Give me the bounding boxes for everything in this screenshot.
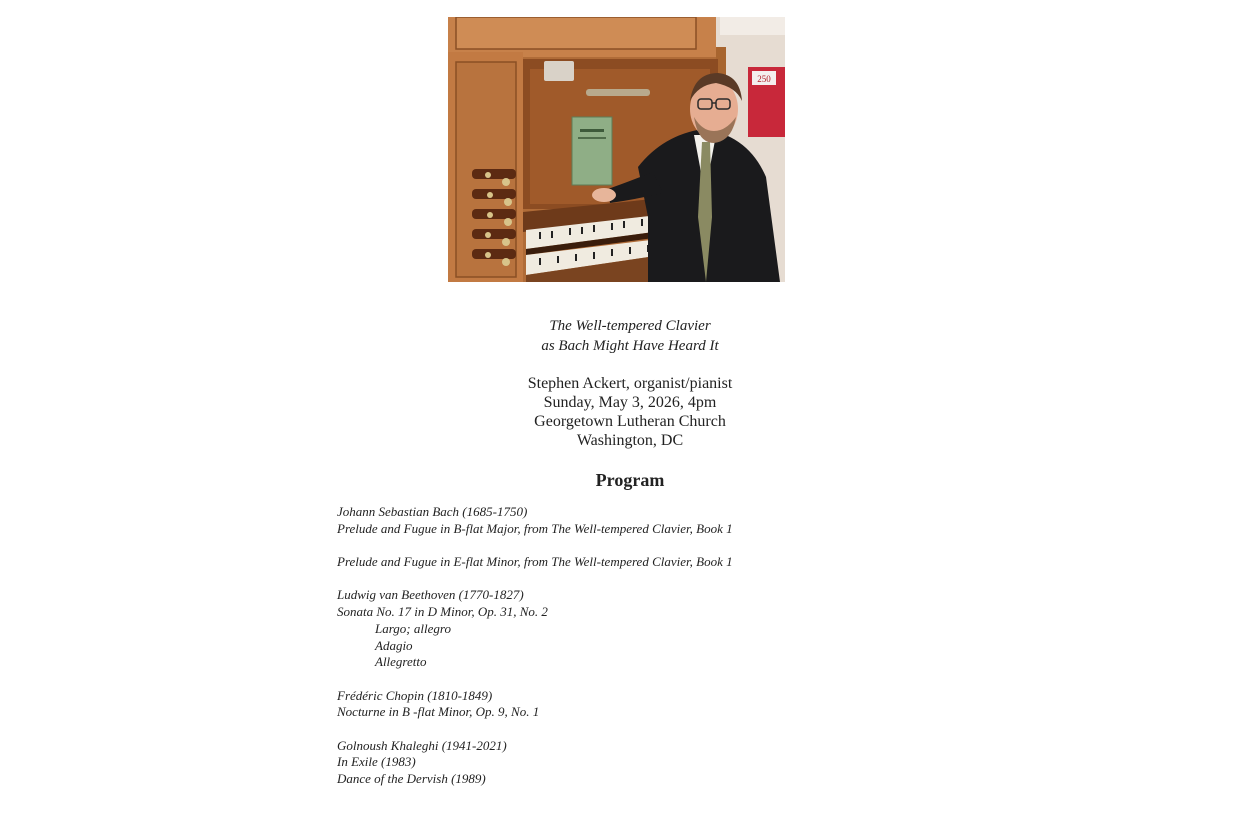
composer-beethoven: Ludwig van Beethoven (1770-1827) xyxy=(337,587,524,603)
movement-1: Largo; allegro xyxy=(375,620,451,636)
program-list xyxy=(337,504,937,804)
work-beethoven: Sonata No. 17 in D Minor, Op. 31, No. 2 xyxy=(337,604,548,620)
program-group-khaleghi xyxy=(337,738,937,788)
program-group-beethoven xyxy=(337,587,937,670)
concert-info xyxy=(430,374,830,450)
city: Washington, DC xyxy=(576,432,684,449)
work-khaleghi-1: In Exile (1983) xyxy=(337,754,416,770)
program-group-bach xyxy=(337,504,937,537)
program-group-chopin xyxy=(337,688,937,721)
organist-photo xyxy=(448,17,785,282)
concert-date: Sunday, May 3, 2026, 4pm xyxy=(543,394,717,411)
composer-bach: Johann Sebastian Bach (1685-1750) xyxy=(337,504,528,519)
sign-text: 250 xyxy=(757,74,771,84)
venue: Georgetown Lutheran Church xyxy=(534,413,726,430)
work-khaleghi-2: Dance of the Dervish (1989) xyxy=(337,771,486,786)
composer-khaleghi: Golnoush Khaleghi (1941-2021) xyxy=(337,737,507,753)
concert-title xyxy=(430,316,830,356)
program-heading: Program xyxy=(595,470,665,490)
movement-2: Adagio xyxy=(375,637,413,653)
movement-3: Allegretto xyxy=(375,654,427,670)
program-group-bach-2 xyxy=(337,554,937,571)
title-line-2: as Bach Might Have Heard It xyxy=(541,338,719,354)
composer-chopin: Frédéric Chopin (1810-1849) xyxy=(337,687,493,703)
title-line-1: The Well-tempered Clavier xyxy=(549,318,711,334)
performer: Stephen Ackert, organist/pianist xyxy=(527,375,733,392)
work-chopin: Nocturne in B -flat Minor, Op. 9, No. 1 xyxy=(337,704,540,720)
work-bach-2: Prelude and Fugue in E-flat Minor, from The Well-tempered Clavier, Book 1 xyxy=(337,554,733,570)
work-bach-1: Prelude and Fugue in B-flat Major, from The Well-tempered Clavier, Book 1 xyxy=(337,520,733,536)
